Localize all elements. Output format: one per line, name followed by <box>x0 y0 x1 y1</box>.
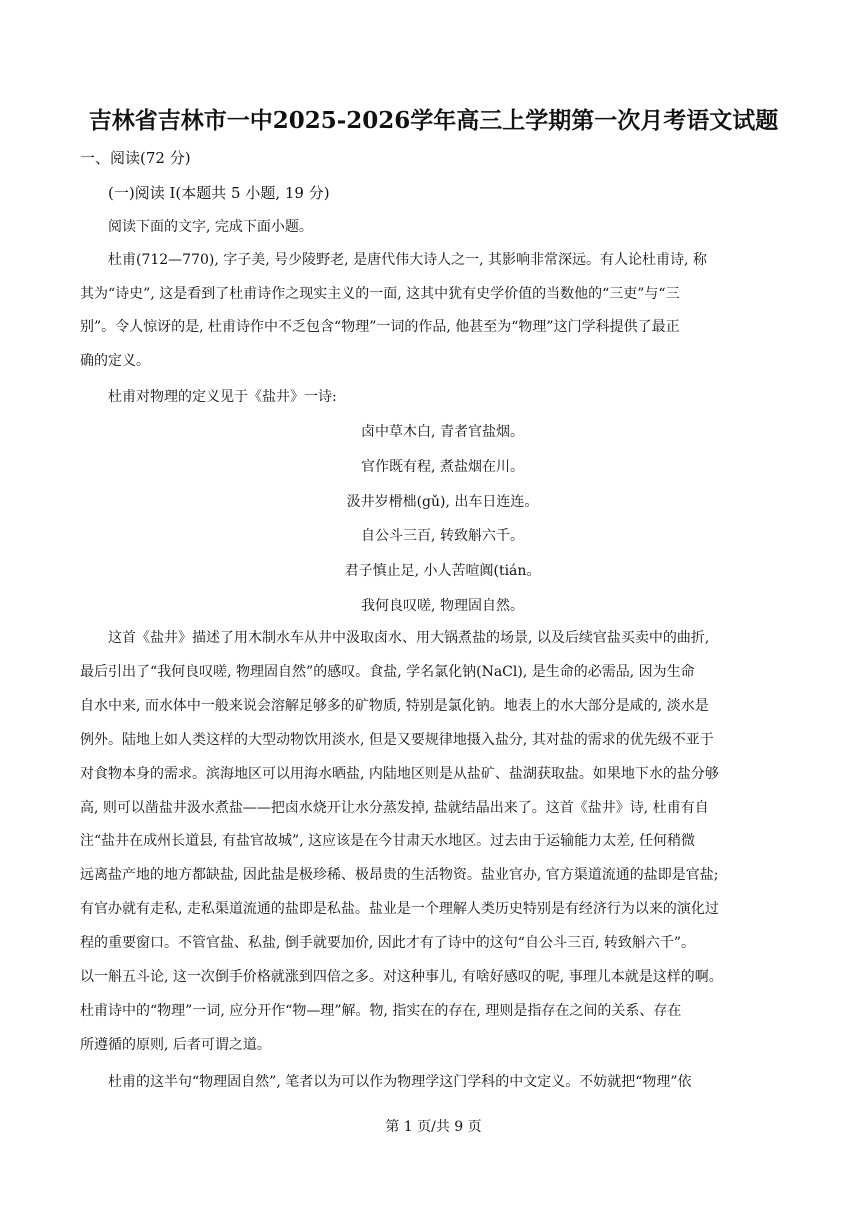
paragraph-line: 对食物本身的需求。滨海地区可以用海水晒盐, 内陆地区则是从盐矿、盐湖获取盐。如果地下水的盐分够 <box>80 765 719 782</box>
paragraph-line: 杜甫对物理的定义见于《盐井》一诗: <box>108 389 337 405</box>
paragraph-line: 程的重要窗口。不管官盐、私盐, 倒手就要加价, 因此才有了诗中的这句“自公斗三百, 转致斛六千”。 <box>80 935 696 952</box>
paragraph-line: 杜甫(712—770), 字子美, 号少陵野老, 是唐代伟大诗人之一, 其影响非常深远。有人论杜甫诗, 称 <box>108 252 707 268</box>
poem-line: 卤中草木白, 青者官盐烟。 <box>361 424 524 440</box>
page-number: 第 1 页/共 9 页 <box>385 1119 482 1135</box>
paragraph-line: 其为“诗史”, 这是看到了杜甫诗作之现实主义的一面, 这其中犹有史学价值的当数他的“三吏”与“三 <box>80 285 680 302</box>
paragraph-line: 所遵循的原则, 后者可谓之道。 <box>80 1036 271 1053</box>
paragraph-line: 别”。令人惊讶的是, 杜甫诗作中不乏包含“物理”一词的作品, 他甚至为“物理”这门学科提供了最正 <box>80 319 680 336</box>
poem-line: 汲井岁榾柮(gǔ), 出车日连连。 <box>346 493 539 510</box>
paragraph-line: 这首《盐井》描述了用木制水车从井中汲取卤水、用大锅煮盐的场景, 以及后续官盐买卖中的曲折, <box>108 630 710 646</box>
paragraph-line: 自水中来, 而水体中一般来说会溶解足够多的矿物质, 特别是氯化钠。地表上的水大部分是咸的, 淡水是 <box>80 697 709 714</box>
paragraph-line: 确的定义。 <box>80 352 150 369</box>
paragraph-line: 杜甫的这半句“物理固自然”, 笔者以为可以作为物理学这门学科的中文定义。不妨就把“物理”依 <box>108 1074 692 1090</box>
paragraph-line: 远离盐产地的地方都缺盐, 因此盐是极珍稀、极昂贵的生活物资。盐业官办, 官方渠道流通的盐即是官盐; <box>80 867 719 884</box>
paragraph-line: 例外。陆地上如人类这样的大型动物饮用淡水, 但是又要规律地摄入盐分, 其对盐的需求的优先级不亚于 <box>80 731 714 748</box>
paragraph-line: 有官办就有走私, 走私渠道流通的盐即是私盐。盐业是一个理解人类历史特别是有经济行为以来的演化过 <box>80 901 719 918</box>
document-title: 吉林省吉林市一中2025-2026学年高三上学期第一次月考语文试题 <box>88 107 779 134</box>
paragraph-line: 注“盐井在成州长道县, 有盐官故城”, 这应该是在今甘肃天水地区。过去由于运输能力太差, 任何稍微 <box>80 833 696 850</box>
paragraph-line: 高, 则可以凿盐井汲水煮盐——把卤水烧开让水分蒸发掉, 盐就结晶出来了。这首《盐井》诗, 杜甫有自 <box>80 799 709 816</box>
paragraph-line: 以一斛五斗论, 这一次倒手价格就涨到四倍之多。对这种事儿, 有啥好感叹的呢, 事理儿本就是这样的啊。 <box>80 969 723 986</box>
reading-instruction: 阅读下面的文字, 完成下面小题。 <box>108 219 313 235</box>
section-heading: 一、阅读(72 分) <box>80 149 191 167</box>
paragraph-poem-intro <box>80 381 776 415</box>
paragraph-line: 杜甫诗中的“物理”一词, 应分开作“物—理”解。物, 指实在的存在, 理则是指存在之间的关系、存在 <box>80 1002 682 1019</box>
paragraph-analysis <box>80 622 776 1063</box>
paragraph-line: 最后引出了“我何良叹嗟, 物理固自然”的感叹。食盐, 学名氯化钠(NaCl), 是生命的必需品, 因为生命 <box>80 663 695 680</box>
paragraph-definition <box>80 1066 776 1100</box>
subsection-heading: (一)阅读 I(本题共 5 小题, 19 分) <box>108 184 330 202</box>
poem-line: 官作既有程, 煮盐烟在川。 <box>361 458 524 475</box>
paragraph-intro <box>80 244 776 378</box>
poem-line: 自公斗三百, 转致斛六千。 <box>361 528 524 545</box>
poem-line: 君子慎止足, 小人苦喧阗(tián。 <box>344 563 541 580</box>
poem-line: 我何良叹嗟, 物理固自然。 <box>361 597 524 614</box>
poem-yanjing <box>0 415 867 624</box>
